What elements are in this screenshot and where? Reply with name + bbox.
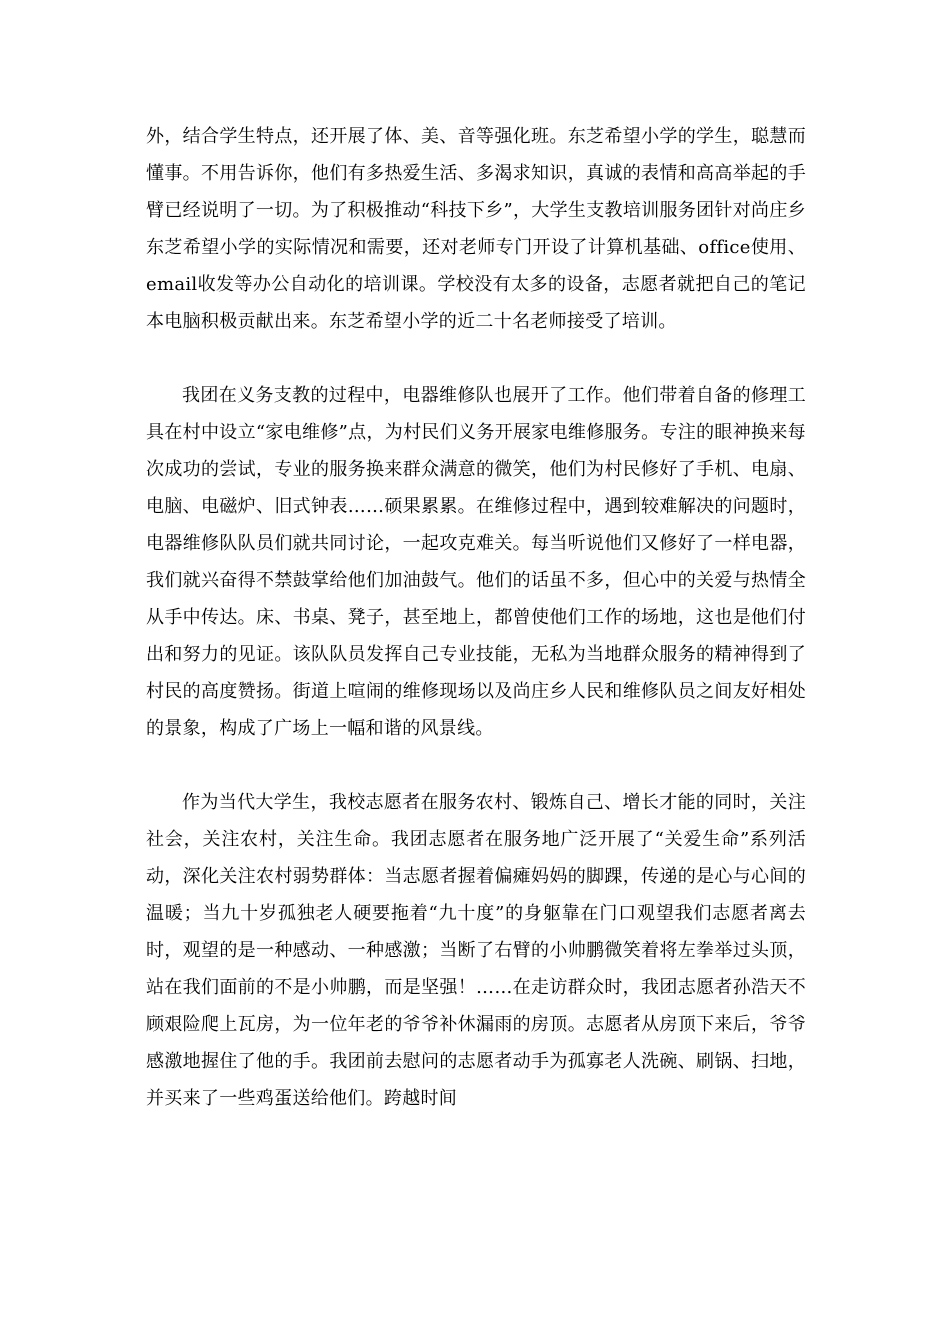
paragraph-3: 作为当代大学生，我校志愿者在服务农村、锻炼自己、增长才能的同时，关注社会，关注农村，关注生命。我团志愿者在服务地广泛开展了“关爱生命”系列活动，深化关注农村弱势群体：当志愿者握着偏瘫妈妈的脚踝，传递的是心与心间的温暖；当九十岁孤独老人硬要拖着“九十度”的身躯靠在门口观望我们志愿者离去时，观望的是一种感动、一种感激；当断了右臂的小帅鹏微笑着将左拳举过头顶，站在我们面前的不是小帅鹏，而是坚强！……在走访群众时，我团志愿者孙浩天不顾艰险爬上瓦房，为一位年老的爷爷补休漏雨的房顶。志愿者从房顶下来后，爷爷感激地握住了他的手。我团前去慰问的志愿者动手为孤寡老人洗碗、刷锅、扫地，并买来了一些鸡蛋送给他们。跨越时间	[146, 792, 806, 1109]
paragraph-1: 外，结合学生特点，还开展了体、美、音等强化班。东芝希望小学的学生，聪慧而懂事。不用告诉你，他们有多热爱生活、多渴求知识，真诚的表情和高高举起的手臂已经说明了一切。为了积极推动“科技下乡”，大学生支教培训服务团针对尚庄乡东芝希望小学的实际情况和需要，还对老师专门开设了计算机基础、office使用、email收发等办公自动化的培训课。学校没有太多的设备，志愿者就把自己的笔记本电脑积极贡献出来。东芝希望小学的近二十名老师接受了培训。	[146, 126, 806, 332]
paragraph-2: 我团在义务支教的过程中，电器维修队也展开了工作。他们带着自备的修理工具在村中设立“家电维修”点，为村民们义务开展家电维修服务。专注的眼神换来每次成功的尝试，专业的服务换来群众满意的微笑，他们为村民修好了手机、电扇、电脑、电磁炉、旧式钟表……硕果累累。在维修过程中，遇到较难解决的问题时，电器维修队队员们就共同讨论，一起攻克难关。每当听说他们又修好了一样电器，我们就兴奋得不禁鼓掌给他们加油鼓气。他们的话虽不多，但心中的关爱与热情全从手中传达。床、书桌、凳子，甚至地上，都曾使他们工作的场地，这也是他们付出和努力的见证。该队队员发挥自己专业技能，无私为当地群众服务的精神得到了村民的高度赞扬。街道上喧闹的维修现场以及尚庄乡人民和维修队员之间友好相处的景象，构成了广场上一幅和谐的风景线。	[146, 385, 806, 739]
document-body	[146, 118, 806, 1117]
